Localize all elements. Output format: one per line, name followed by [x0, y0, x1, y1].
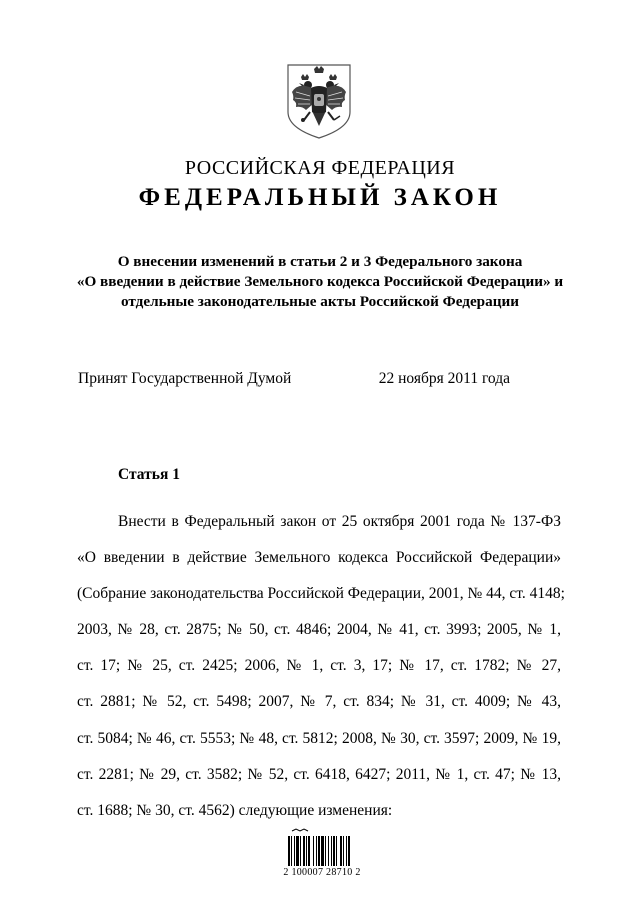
adoption-line	[78, 370, 562, 388]
adoption-label: Принят Государственной Думой	[78, 370, 292, 387]
law-subject-line: отдельные законодательные акты Российской Федерации	[121, 293, 519, 310]
law-type-title: ФЕДЕРАЛЬНЫЙ ЗАКОН	[138, 184, 502, 211]
article-line: Внести в Федеральный закон от 25 октября 2001 года № 137-ФЗ	[118, 513, 561, 530]
article-line: ст. 2281; № 29, ст. 3582; № 52, ст. 6418, 6427; 2011, № 1, ст. 47; № 13,	[77, 765, 561, 783]
law-subject	[60, 252, 580, 312]
article-line: «О введении в действие Земельного кодекса Российской Федерации»	[77, 549, 561, 567]
article-heading: Статья 1	[118, 466, 180, 483]
article-line: ст. 5084; № 46, ст. 5553; № 48, ст. 5812; 2008, № 30, ст. 3597; 2009, № 19,	[77, 729, 561, 747]
article-line: (Собрание законодательства Российской Федерации, 2001, № 44, ст. 4148;	[77, 585, 565, 603]
article-line: ст. 17; № 25, ст. 2425; 2006, № 1, ст. 3, 17; № 17, ст. 1782; № 27,	[77, 657, 561, 675]
adoption-date: 22 ноября 2011 года	[378, 370, 510, 387]
country-name: РОССИЙСКАЯ ФЕДЕРАЦИЯ	[184, 157, 456, 179]
law-subject-line: О внесении изменений в статьи 2 и 3 Федерального закона	[117, 253, 523, 270]
article-line: ст. 1688; № 30, ст. 4562) следующие изменения:	[77, 801, 393, 819]
law-subject-line: «О введении в действие Земельного кодекса Российской Федерации» и	[76, 273, 564, 290]
coat-of-arms-icon	[284, 62, 354, 140]
article-line: ст. 2881; № 52, ст. 5498; 2007, № 7, ст. 834; № 31, ст. 4009; № 43,	[77, 693, 561, 711]
article-line: 2003, № 28, ст. 2875; № 50, ст. 4846; 2004, № 41, ст. 3993; 2005, № 1,	[77, 621, 561, 639]
barcode-number: 2 100007 28710 2	[283, 867, 361, 878]
article-body	[77, 504, 565, 829]
